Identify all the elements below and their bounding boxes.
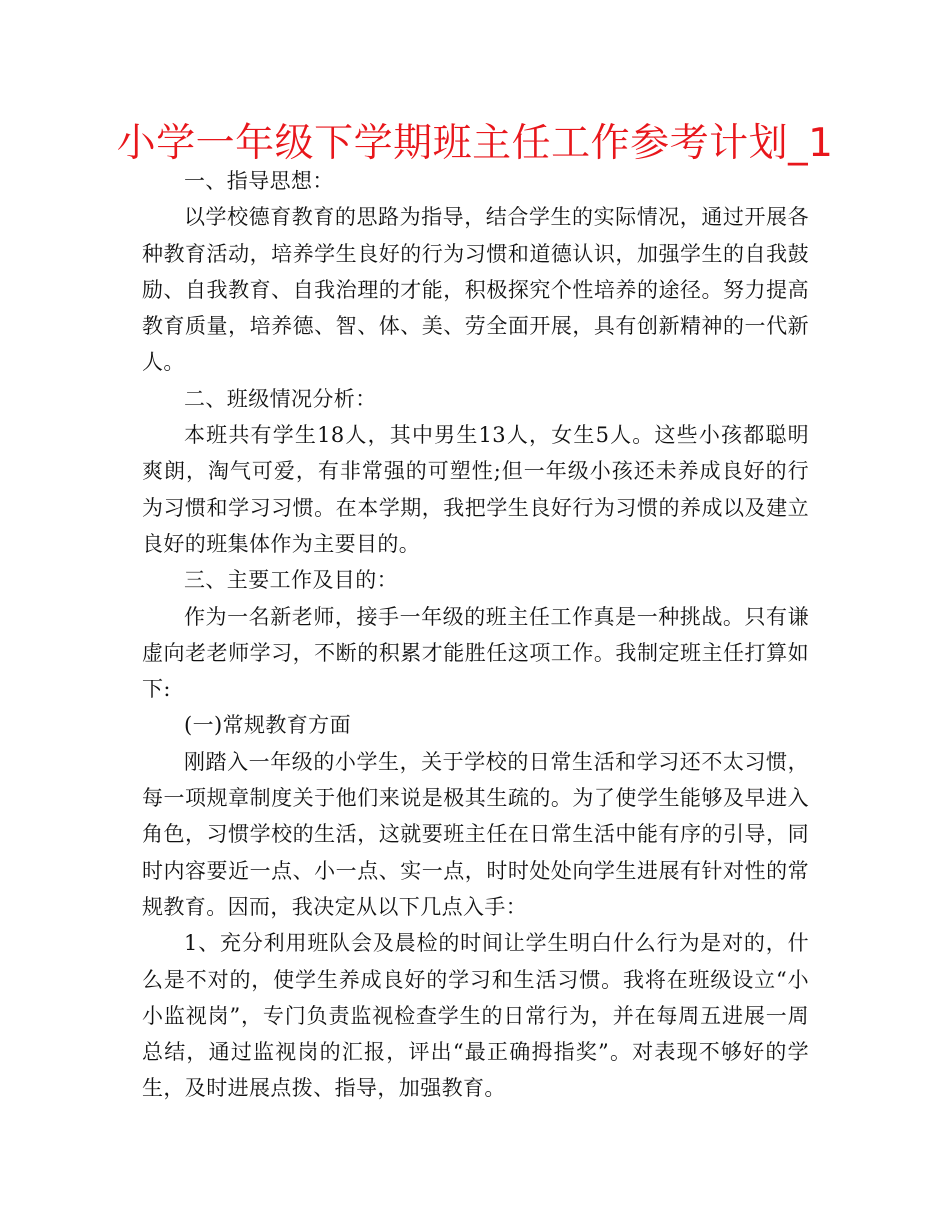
paragraph-guiding-ideology: 以学校德育教育的思路为指导，结合学生的实际情况，通过开展各种教育活动，培养学生良好的行为习惯和道德认识，加强学生的自我鼓励、自我教育、自我治理的才能，积极探究个性培养的途径。努力提高教育质量，培养德、智、体、美、劳全面开展，具有创新精神的一代新人。 — [142, 205, 809, 375]
paragraph-item-1: 1、充分利用班队会及晨检的时间让学生明白什么行为是对的，什么是不对的，使学生养成良好的学习和生活习惯。我将在班级设立“小小监视岗”，专门负责监视检查学生的日常行为，并在每周五进展一周总结，通过监视岗的汇报，评出“最正确拇指奖”。对表现不够好的学生，及时进展点拨、指导，加强教育。 — [142, 931, 809, 1101]
subsection-heading-routine-education: (一)常规教育方面 — [184, 713, 351, 738]
section-heading-guiding-ideology: 一、指导思想： — [184, 169, 334, 193]
section-heading-main-work: 三、主要工作及目的： — [184, 568, 398, 593]
document-title: 小学一年级下学期班主任工作参考计划_1 — [116, 121, 834, 166]
section-heading-class-analysis: 二、班级情况分析： — [184, 386, 377, 411]
document-body — [142, 163, 809, 1107]
paragraph-class-analysis: 本班共有学生18人，其中男生13人，女生5人。这些小孩都聪明爽朗，淘气可爱，有非常强的可塑性;但一年级小孩还未养成良好的行为习惯和学习习惯。在本学期，我把学生良好行为习惯的养成以及建立良好的班集体作为主要目的。 — [142, 423, 809, 556]
paragraph-main-work: 作为一名新老师，接手一年级的班主任工作真是一种挑战。只有谦虚向老老师学习，不断的积累才能胜任这项工作。我制定班主任打算如下: — [142, 604, 809, 702]
paragraph-routine-education: 刚踏入一年级的小学生，关于学校的日常生活和学习还不太习惯，每一项规章制度关于他们来说是极其生疏的。为了使学生能够及早进入角色，习惯学校的生活，这就要班主任在日常生活中能有序的引导，同时内容要近一点、小一点、实一点，时时处处向学生进展有针对性的常规教育。因而，我决定从以下几点入手： — [142, 749, 809, 919]
